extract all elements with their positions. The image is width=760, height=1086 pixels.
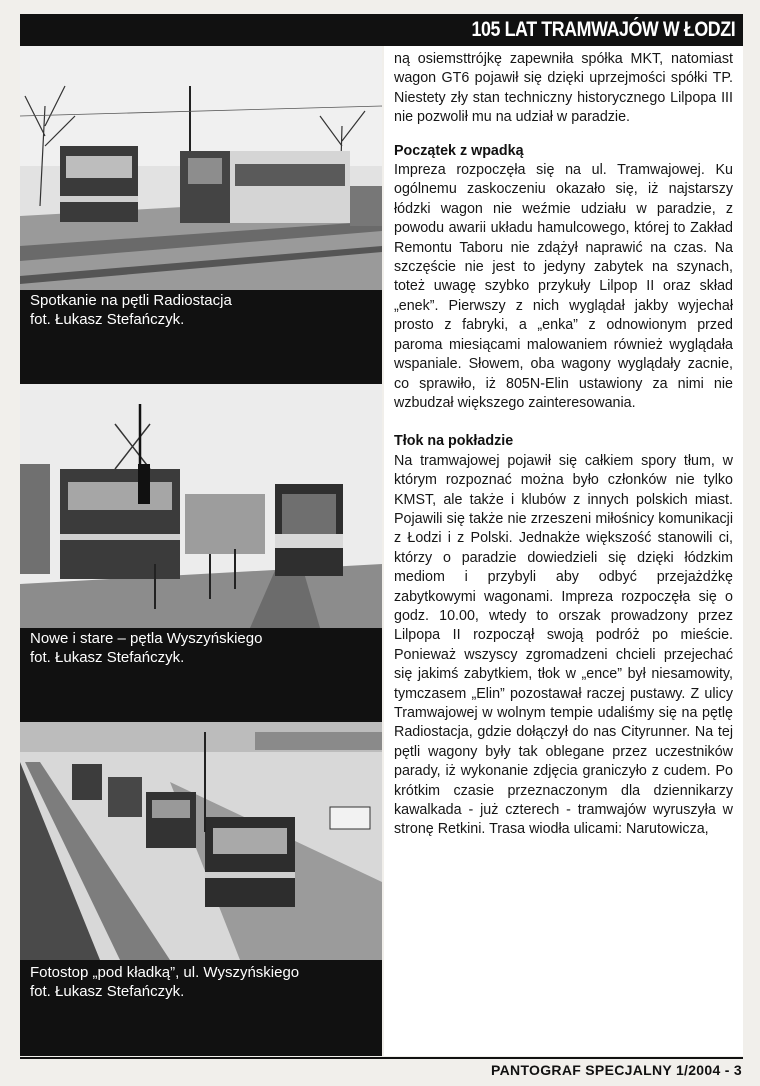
section-heading-1: Początek z wpadką xyxy=(394,142,524,159)
photo-caption-3 xyxy=(30,963,299,1001)
photo-tram-fotostop xyxy=(20,722,382,960)
photo-caption-2 xyxy=(30,629,262,667)
section-text-2: Na tramwajowej pojawił się całkiem spory tłum, w którym rozpoznać można było członków nie tylko KMST, ale także i klubów z innych polskich miast. Pojawili się także nie zrzeszeni miłośnicy komunikacji z Łodzi i z Polski. Jednakże większość stanowili ci, którzy o paradzie dowiedzieli się dzięki łódzkim mediom i przybyli aby odbyć przejażdżkę zabytkowymi wagonami. Impreza rozpoczęła się o godz. 10.00, wtedy to orszak prowadzony przez Lilpopa II rozpoczął swoją podróż po mieście. Ponieważ wszyscy zgromadzeni chcieli przejechać się jakimś zabytkiem, tłok w „ence” był niesamowity, tymczasem „Elin” pozostawał raczej pustawy. Z ulicy Tramwajowej w wolnym tempie udaliśmy się na pętlę Radiostacja, gdzie dołączył do nas Cityrunner. Na tej pętli wagony były tak oblegane przez uczestników parady, iż wykonanie zdjęcia graniczyło z cudem. Po krótkim czasie przeznaczonym dla dziennikarzy kawalkada - już czterech - tramwajów wyruszyła w stronę Retkini. Trasa wiodła ulicami: Narutowicza, xyxy=(394,452,733,838)
caption-credit: fot. Łukasz Stefańczyk. xyxy=(30,311,185,328)
section-heading-2: Tłok na pokładzie xyxy=(394,433,514,450)
page-title: 105 LAT TRAMWAJÓW W ŁODZI xyxy=(471,18,735,41)
section-text-1: Impreza rozpoczęła się na ul. Tramwajowej. Ku ogólnemu zaskoczeniu okazało się, iż najstarszy łódzki wagon nie weźmie udziału w paradzie, z powodu awarii układu hamulcowego, której to Zakład Remontu Taboru nie zdążył naprawić na czas. Na szczęście nie jest to jedyny zabytek na szynach, toteż uwagę szybko przykuły Lilpop II oraz skład „enek”. Pierwszy z nich wyglądał jakby wyjechał prosto z fabryki, a „enka” z odnowionym przed paroma miesiącami malowaniem również wyglądała wspaniale. Słowem, oba wagony wyglądały zacnie, co sprawiło, iż 805N-Elin ustawiony za nimi nie wzbudzał większego zainteresowania. xyxy=(394,162,733,411)
caption-credit: fot. Łukasz Stefańczyk. xyxy=(30,649,185,666)
article-intro: ną osiemsttrójkę zapewniła spółka MKT, natomiast wagon GT6 pojawił się dzięki uprzejmości spółki TP. Niestety zły stan techniczny historycznego Lilpopa III nie pozwolił mu na udział w paradzie. xyxy=(394,51,733,126)
photo-panel-3 xyxy=(20,722,382,1056)
photo-tram-wyszynskiego xyxy=(20,384,382,628)
caption-credit: fot. Łukasz Stefańczyk. xyxy=(30,983,185,1000)
caption-title: Fotostop „pod kładką”, ul. Wyszyńskiego xyxy=(30,964,300,981)
header-bar xyxy=(20,14,743,46)
article-column xyxy=(384,46,743,1056)
photo-column xyxy=(20,46,382,1056)
photo-panel-2 xyxy=(20,384,382,722)
photo-caption-1 xyxy=(30,291,232,329)
photo-tram-radiostacja xyxy=(20,46,382,290)
page-footer: PANTOGRAF SPECJALNY 1/2004 - 3 xyxy=(491,1062,742,1078)
caption-title: Nowe i stare – pętla Wyszyńskiego xyxy=(30,630,263,647)
photo-panel-1 xyxy=(20,46,382,384)
caption-title: Spotkanie na pętli Radiostacja xyxy=(30,292,232,309)
footer-rule xyxy=(20,1057,743,1059)
